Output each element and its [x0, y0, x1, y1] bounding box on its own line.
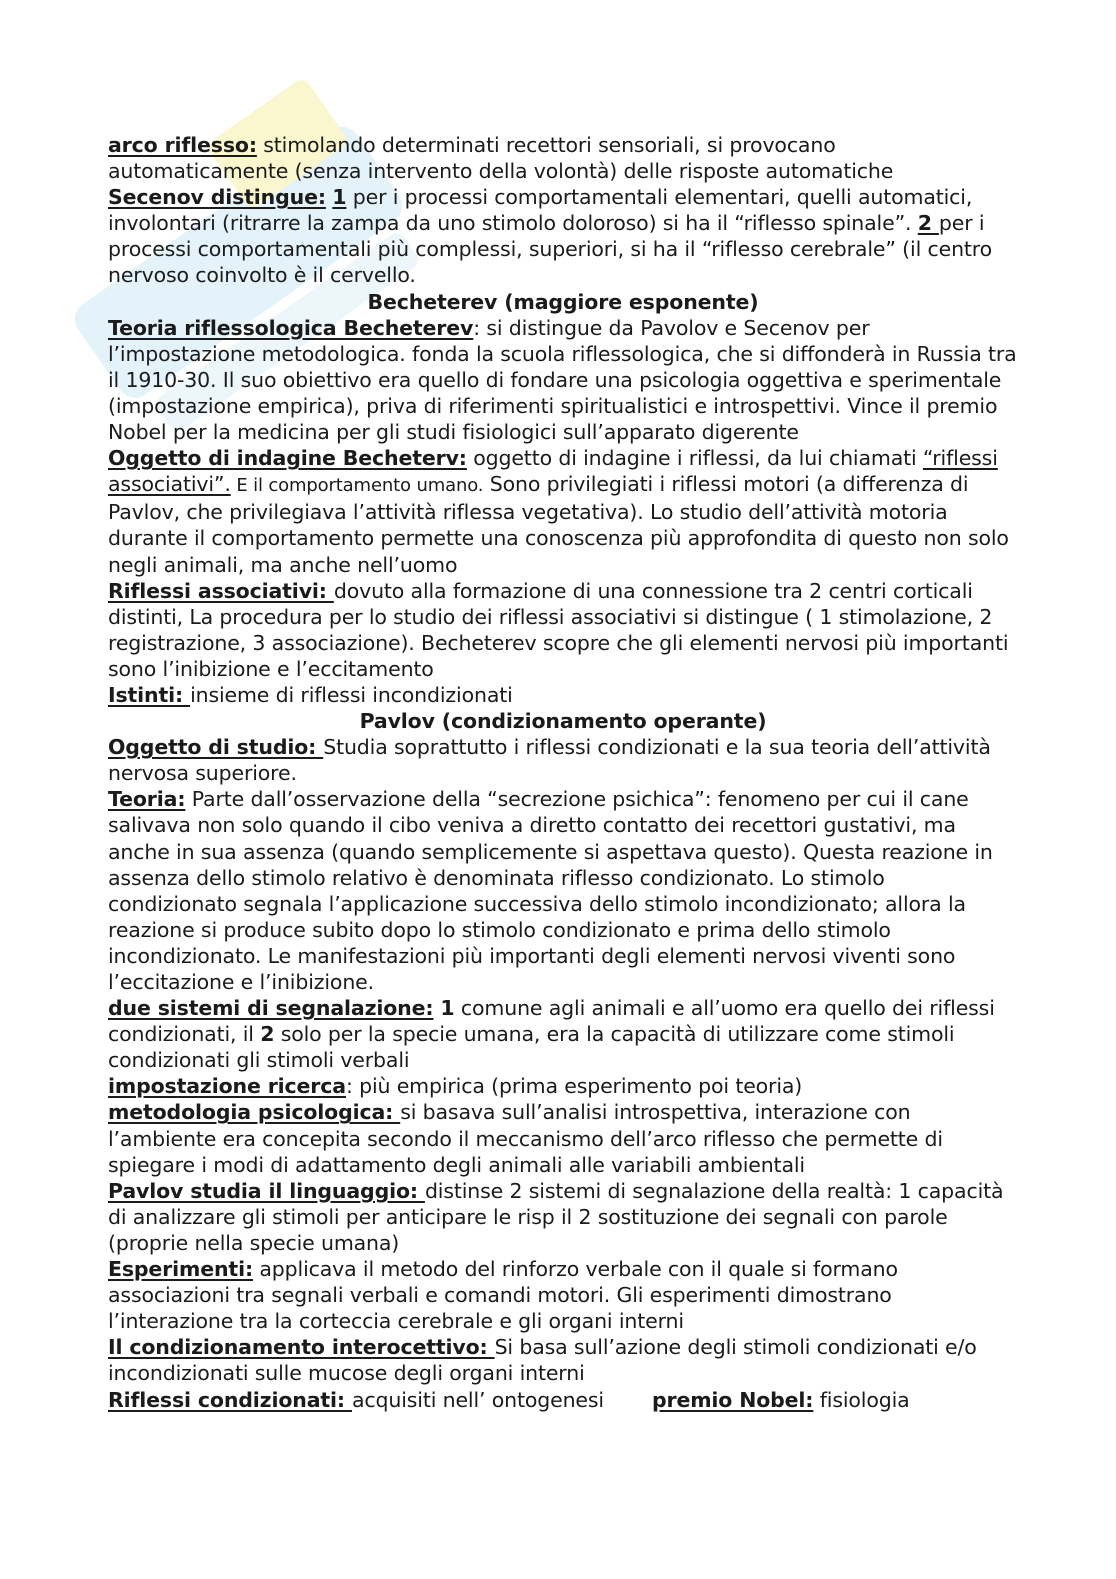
paragraph-impostazione [108, 1073, 1018, 1099]
text-teoria: Parte dall’osservazione della “secrezione psichica”: fenomeno per cui il cane salivava non solo quando il cibo veniva a diretto contatto dei recettori gustativi, ma anche in sua assenza (quando semplicemente si aspettava questo). Questa reazione in assenza dello stimolo relativo è denominata riflesso condizionato. Lo stimolo condizionato segnala l’applicazione successiva dello stimolo incondizionato; allora la reazione si produce subito dopo lo stimolo condizionato e prima dello stimolo incondizionato. Le manifestazioni più importanti degli elementi nervosi viventi sono l’eccitazione e l’inibizione. [108, 787, 993, 994]
text-linguaggio: distinse 2 sistemi di segnalazione della realtà: 1 capacità di analizzare gli stimoli per anticipare le risp il 2 sostituzione dei segnali con parole (proprie nella specie umana) [108, 1178, 1004, 1255]
text-arco-riflesso: stimolando determinati recettori sensoriali, si provocano automaticamente (senza intervento della volontà) delle risposte automatiche [108, 133, 894, 184]
term-interocettivo: Il condizionamento interocettivo: [108, 1335, 495, 1360]
heading-pavlov: Pavlov (condizionamento operante) [359, 709, 767, 734]
number-2: 2 [260, 1022, 275, 1047]
term-metodologia: metodologia psicologica: [108, 1100, 401, 1125]
term-oggetto-studio: Oggetto di studio: [108, 735, 324, 760]
term-riflessi-condizionati: Riflessi condizionati: [108, 1387, 352, 1412]
text-premio-nobel: fisiologia [813, 1387, 910, 1412]
text-oggetto-studio: Studia soprattutto i riflessi condizionati e la sua teoria dell’attività nervosa superiore. [108, 735, 991, 786]
text-teoria-becheterev: : si distingue da Pavolov e Secenov per l’impostazione metodologica. fonda la scuola riflessologica, che si diffonderà in Russia tra il 1910-30. Il suo obiettivo era quello di fondare una psicologia oggettiva e sperimentale (impostazione empirica), priva di riferimenti spiritualistici e introspettivi. Vince il premio Nobel per la medicina per gli studi fisiologici sull’apparato digerente [108, 315, 1017, 445]
text-riflessi-associativi: dovuto alla formazione di una connessione tra 2 centri corticali distinti, La procedura per lo studio dei riflessi associativi si distingue ( 1 stimolazione, 2 registrazione, 3 associazione). Becheterev scopre che gli elementi nervosi più importanti sono l’inibizione e l’eccitamento [108, 578, 1009, 681]
text-secenov-2: per i processi comportamentali più complessi, superiori, si ha il “riflesso cerebrale” (il centro nervoso coinvolto è il cervello. [108, 211, 993, 288]
paragraph-riflessi-associativi [108, 578, 1018, 682]
paragraph-interocettivo [108, 1334, 1018, 1386]
text-oggetto-becheterev-2: Sono privilegiati i riflessi motori (a differenza di Pavlov, che privilegiava l’attività riflessa vegetativa). Lo studio dell’attività motoria durante il comportamento permette una conoscenza più approfondita di questo non solo negli animali, ma anche nell’uomo [108, 472, 1009, 577]
text-secenov-1: per i processi comportamentali elementari, quelli automatici, involontari (ritrarre la zampa da uno stimolo doloroso) si ha il “riflesso spinale”. [108, 185, 973, 236]
paragraph-due-sistemi [108, 995, 1018, 1073]
term-due-sistemi: due sistemi di segnalazione: [108, 996, 434, 1021]
text-istinti: insieme di riflessi incondizionati [190, 682, 513, 707]
term-oggetto-becheterev: Oggetto di indagine Becheterv: [108, 446, 467, 471]
paragraph-istinti [108, 682, 1018, 708]
paragraph-teoria-becheterev [108, 315, 1018, 445]
term-teoria-becheterev: Teoria riflessologica Becheterev [108, 315, 474, 340]
paragraph-oggetto-studio [108, 734, 1018, 786]
text-esperimenti: applicava il metodo del rinforzo verbale con il quale si formano associazioni tra segnali verbali e comandi motori. Gli esperimenti dimostrano l’interazione tra la corteccia cerebrale e gli organi interni [108, 1257, 898, 1334]
text-metodologia: si basava sull’analisi introspettiva, interazione con l’ambiente era concepita secondo il meccanismo dell’arco riflesso che permette di spiegare i modi di adattamento degli animali alle variabili ambientali [108, 1100, 943, 1177]
paragraph-teoria [108, 786, 1018, 995]
paragraph-linguaggio [108, 1178, 1018, 1256]
term-teoria: Teoria: [108, 787, 186, 812]
text-oggetto-becheterev-1: oggetto di indagine i riflessi, da lui chiamati [466, 446, 923, 471]
document-body [108, 132, 1018, 1413]
term-premio-nobel: premio Nobel: [651, 1387, 814, 1412]
number-1: 1 [433, 996, 455, 1021]
term-impostazione: impostazione ricerca [108, 1074, 346, 1099]
text-interocettivo: Si basa sull’azione degli stimoli condizionati e/o incondizionati sulle mucose degli organi interni [108, 1335, 977, 1386]
text-comportamento-umano: E il comportamento umano. [230, 475, 484, 497]
paragraph-oggetto-becheterev [108, 445, 1018, 577]
number-2: 2 [917, 211, 939, 236]
text-due-sistemi-2: solo per la specie umana, era la capacità di utilizzare come stimoli condizionati gli stimoli verbali [108, 1022, 955, 1073]
term-linguaggio: Pavlov studia il linguaggio: [108, 1178, 425, 1203]
paragraph-riflessi-condizionati [108, 1387, 1018, 1413]
text-impostazione: : più empirica (prima esperimento poi teoria) [345, 1074, 803, 1099]
paragraph-metodologia [108, 1099, 1018, 1177]
term-istinti: Istinti: [108, 682, 191, 707]
paragraph-secenov [108, 184, 1018, 288]
text-due-sistemi-1: comune agli animali e all’uomo era quello dei riflessi condizionati, il [108, 996, 995, 1047]
paragraph-arco-riflesso [108, 132, 1018, 184]
riflessi-associativi-quote: “riflessi associativi”. [108, 446, 998, 497]
heading-becheterev: Becheterev (maggiore esponente) [367, 289, 759, 314]
term-riflessi-associativi: Riflessi associativi: [108, 578, 334, 603]
number-1: 1 [332, 185, 347, 210]
term-arco-riflesso: arco riflesso: [108, 133, 257, 157]
term-esperimenti: Esperimenti: [108, 1257, 254, 1282]
text-riflessi-condizionati: acquisiti nell’ ontogenesi [351, 1387, 604, 1412]
term-secenov: Secenov distingue: [108, 185, 326, 210]
paragraph-esperimenti [108, 1256, 1018, 1334]
